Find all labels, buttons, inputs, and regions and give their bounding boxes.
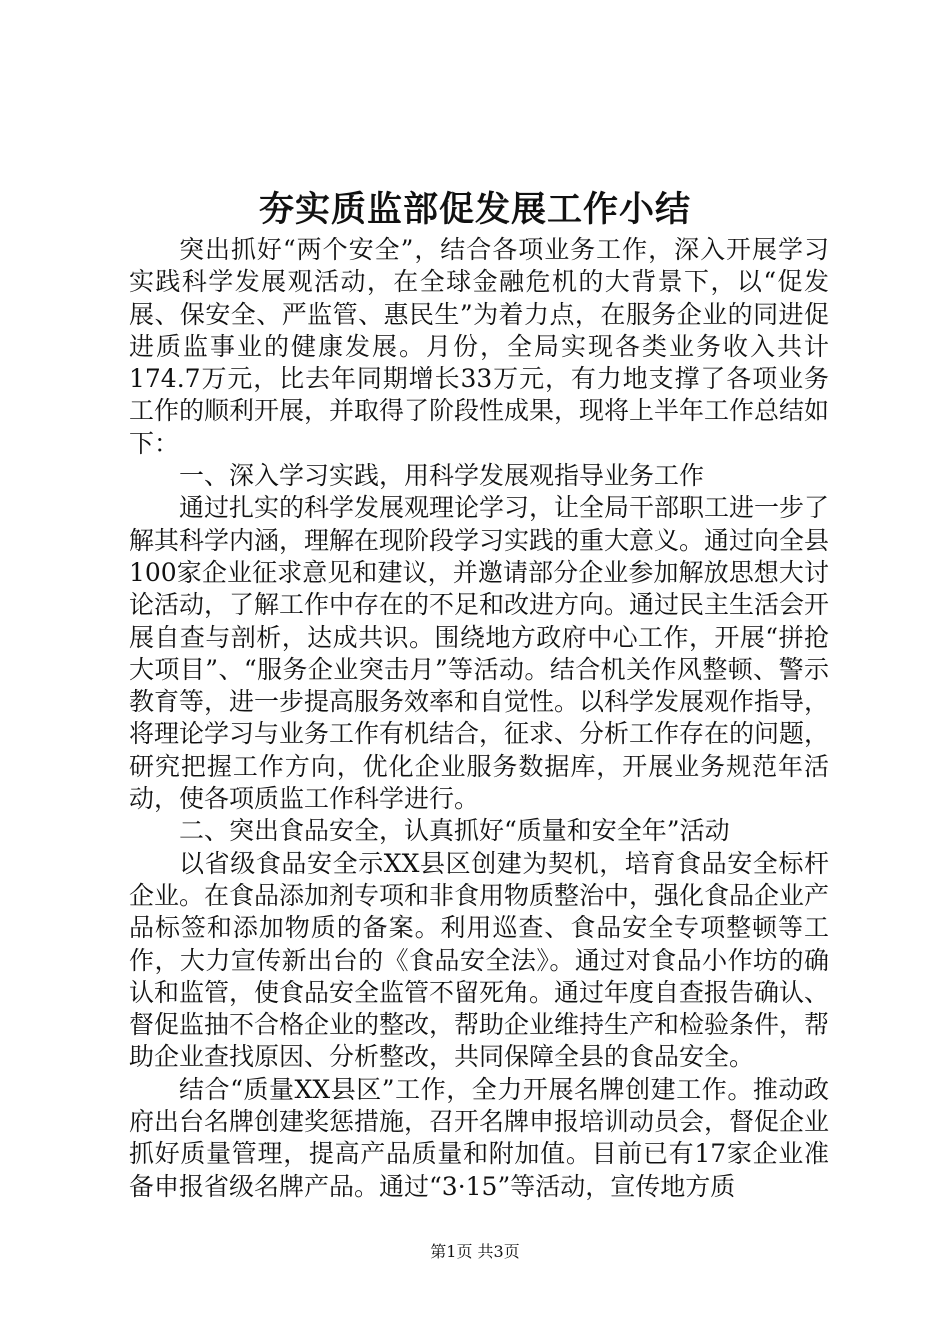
section-heading-2: 二、突出食品安全，认真抓好“质量和安全年”活动 [179,816,730,846]
section-heading-1: 一、深入学习实践，用科学发展观指导业务工作 [179,461,705,491]
intro-paragraph: 突出抓好“两个安全”，结合各项业务工作，深入开展学习实践科学发展观活动，在全球金融危机的大背景下，以“促发展、保安全、严监管、惠民生”为着力点，在服务企业的同进促进质监事业的健康发展。月份，全局实现各类业务收入共计174.7万元，比去年同期增长33万元，有力地支撑了各项业务工作的顺利开展，并取得了阶段性成果，现将上半年工作总结如下： [129,235,830,458]
body-paragraph: 以省级食品安全示XX县区创建为契机，培育食品安全标杆企业。在食品添加剂专项和非食用物质整治中，强化食品企业产品标签和添加物质的备案。利用巡查、食品安全专项整顿等工作，大力宣传新出台的《食品安全法》。通过对食品小作坊的确认和监管，使食品安全监管不留死角。通过年度自查报告确认、督促监抽不合格企业的整改，帮助企业维持生产和检验条件，帮助企业查找原因、分析整改，共同保障全县的食品安全。 [129,848,830,1072]
body-paragraph: 通过扎实的科学发展观理论学习，让全局干部职工进一步了解其科学内涵，理解在现阶段学习实践的重大意义。通过向全县100家企业征求意见和建议，并邀请部分企业参加解放思想大讨论活动，了解工作中存在的不足和改进方向。通过民主生活会开展自查与剖析，达成共识。围绕地方政府中心工作，开展“拼抢大项目”、“服务企业突击月”等活动。结合机关作风整顿、警示教育等，进一步提高服务效率和自觉性。以科学发展观作指导，将理论学习与业务工作有机结合，征求、分析工作存在的问题，研究把握工作方向，优化企业服务数据库，开展业务规范年活动，使各项质监工作科学进行。 [129,493,830,814]
document-body [129,234,829,1203]
body-paragraph: 结合“质量XX县区”工作，全力开展名牌创建工作。推动政府出台名牌创建奖惩措施，召开名牌申报培训动员会，督促企业抓好质量管理，提高产品质量和附加值。目前已有17家企业准备申报省级名牌产品。通过“3·15”等活动，宣传地方质 [129,1074,830,1201]
page-number-footer: 第1页 共3页 [430,1242,520,1261]
document-title: 夯实质监部促发展工作小结 [258,189,691,230]
